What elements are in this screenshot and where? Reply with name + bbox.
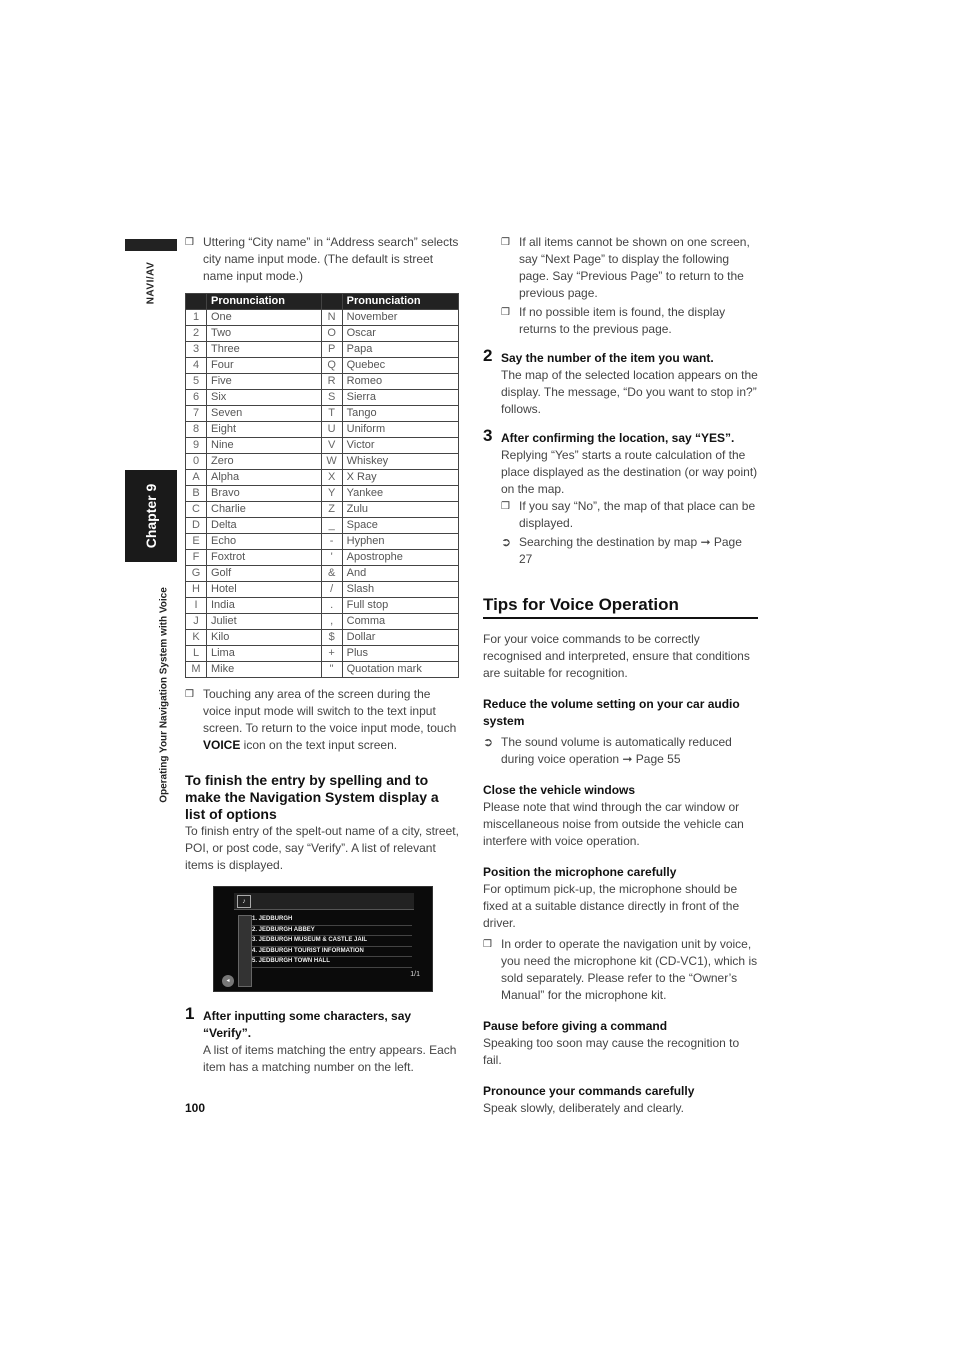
table-symbol-cell: I [186, 598, 207, 614]
voice-keyword: VOICE [203, 738, 241, 752]
table-word-cell: Hyphen [342, 534, 458, 550]
screen-back-icon: ◂ [222, 975, 234, 987]
table-symbol-cell: N [321, 310, 342, 326]
table-row [186, 582, 459, 598]
table-row [186, 326, 459, 342]
table-symbol-cell: O [321, 326, 342, 342]
table-word-cell: Four [207, 358, 322, 374]
table-symbol-cell: ' [321, 550, 342, 566]
table-row [186, 646, 459, 662]
arrow-icon: ➲ [501, 535, 512, 549]
table-word-cell: Whiskey [342, 454, 458, 470]
table-symbol-cell: / [321, 582, 342, 598]
table-row [186, 310, 459, 326]
screen-scrollbar [238, 915, 252, 987]
screen-list-item: 5. JEDBURGH TOWN HALL [252, 957, 412, 968]
step-3 [483, 426, 758, 568]
screen-list-item: 1. JEDBURGH [252, 915, 412, 926]
table-symbol-cell: 3 [186, 342, 207, 358]
table-word-cell: Dollar [342, 630, 458, 646]
table-word-cell: Six [207, 390, 322, 406]
note-say-no: ❒ If you say “No”, the map of that place can be displayed. [501, 499, 756, 530]
table-word-cell: Tango [342, 406, 458, 422]
table-word-cell: Quotation mark [342, 662, 458, 678]
table-word-cell: Three [207, 342, 322, 358]
step-2 [483, 346, 758, 418]
table-word-cell: Kilo [207, 630, 322, 646]
tip-title: Reduce the volume setting on your car audio system [483, 697, 740, 728]
chapter-label: Chapter 9 [143, 483, 159, 549]
note-box-icon: ❒ [483, 939, 492, 950]
table-symbol-cell: D [186, 518, 207, 534]
table-row [186, 422, 459, 438]
finish-entry-intro: To finish entry of the spelt-out name of a city, street, POI, or post code, say “Verify”. A list of relevant items is displayed. [185, 824, 459, 872]
table-row [186, 358, 459, 374]
tip-body: Speaking too soon may cause the recognition to fail. [483, 1036, 740, 1067]
tip-title: Pause before giving a command [483, 1019, 668, 1033]
table-symbol-cell: H [186, 582, 207, 598]
table-symbol-cell: A [186, 470, 207, 486]
table-word-cell: Nine [207, 438, 322, 454]
screen-header [234, 893, 414, 910]
table-row [186, 374, 459, 390]
table-symbol-cell: S [321, 390, 342, 406]
table-word-cell: Papa [342, 342, 458, 358]
table-symbol-cell: L [186, 646, 207, 662]
right-column [483, 234, 758, 1117]
table-symbol-cell: W [321, 454, 342, 470]
table-symbol-cell: $ [321, 630, 342, 646]
table-symbol-cell: 2 [186, 326, 207, 342]
table-word-cell: November [342, 310, 458, 326]
table-symbol-cell: 6 [186, 390, 207, 406]
table-symbol-cell: X [321, 470, 342, 486]
table-word-cell: Charlie [207, 502, 322, 518]
table-symbol-cell: 4 [186, 358, 207, 374]
table-symbol-cell: E [186, 534, 207, 550]
screen-list [252, 915, 412, 968]
note-box-icon: ❒ [185, 237, 194, 248]
table-word-cell: Two [207, 326, 322, 342]
table-row [186, 550, 459, 566]
voice-mode-icon: ♪ [237, 895, 251, 908]
step-body: Replying “Yes” starts a route calculation of the place displayed as the destination (or way point) on the map. [501, 448, 758, 496]
table-header: Pronunciation [342, 294, 458, 310]
tip-body: Speak slowly, deliberately and clearly. [483, 1101, 684, 1115]
table-symbol-cell: F [186, 550, 207, 566]
table-row [186, 406, 459, 422]
table-word-cell: Victor [342, 438, 458, 454]
table-word-cell: Sierra [342, 390, 458, 406]
table-symbol-cell: Q [321, 358, 342, 374]
note-no-item: ❒ If no possible item is found, the display returns to the previous page. [501, 305, 726, 336]
table-row [186, 342, 459, 358]
note-box-icon: ❒ [185, 689, 194, 700]
pronunciation-table [185, 293, 459, 678]
page-number: 100 [185, 1101, 206, 1115]
table-row [186, 662, 459, 678]
screen-list-item: 4. JEDBURGH TOURIST INFORMATION [252, 947, 412, 958]
screen-list-item: 3. JEDBURGH MUSEUM & CASTLE JAIL [252, 936, 412, 947]
table-symbol-cell: U [321, 422, 342, 438]
table-symbol-cell: . [321, 598, 342, 614]
table-word-cell: Apostrophe [342, 550, 458, 566]
table-word-cell: Echo [207, 534, 322, 550]
table-word-cell: Foxtrot [207, 550, 322, 566]
table-word-cell: And [342, 566, 458, 582]
table-symbol-cell: K [186, 630, 207, 646]
table-row [186, 486, 459, 502]
table-symbol-cell: 1 [186, 310, 207, 326]
table-symbol-cell: 9 [186, 438, 207, 454]
step-title: After inputting some characters, say “Verify”. [203, 1009, 412, 1040]
tip-body: For optimum pick-up, the microphone should be fixed at a suitable distance directly in front of the driver. [483, 882, 740, 930]
ref-search-by-map: ➲ Searching the destination by map ➞ Page 27 [501, 535, 742, 566]
step-number: 2 [483, 346, 493, 365]
section-intro: For your voice commands to be correctly recognised and interpreted, ensure that conditions are suitable for recognition. [483, 632, 750, 680]
table-symbol-cell: + [321, 646, 342, 662]
tip-title: Pronounce your commands carefully [483, 1084, 695, 1098]
table-body [186, 310, 459, 678]
table-symbol-cell: B [186, 486, 207, 502]
table-word-cell: Zulu [342, 502, 458, 518]
table-row [186, 470, 459, 486]
table-symbol-cell: 0 [186, 454, 207, 470]
table-word-cell: Full stop [342, 598, 458, 614]
tip-body: Please note that wind through the car window or miscellaneous noise from outside the vehicle can interfere with voice operation. [483, 800, 744, 848]
subheading-finish-entry: To finish the entry by spelling and to make the Navigation System display a list of options [185, 772, 439, 822]
left-column [185, 234, 460, 1076]
navigation-screenshot [213, 886, 433, 992]
table-header-row [186, 294, 459, 310]
tip-title: Close the vehicle windows [483, 783, 636, 797]
table-symbol-cell: Y [321, 486, 342, 502]
table-word-cell: Delta [207, 518, 322, 534]
table-word-cell: Mike [207, 662, 322, 678]
table-symbol-cell: P [321, 342, 342, 358]
table-word-cell: Hotel [207, 582, 322, 598]
table-word-cell: Uniform [342, 422, 458, 438]
table-header: Pronunciation [207, 294, 322, 310]
table-symbol-cell: & [321, 566, 342, 582]
table-row [186, 518, 459, 534]
table-word-cell: Comma [342, 614, 458, 630]
ref-volume: ➲ The sound volume is automatically reduced during voice operation ➞ Page 55 [483, 735, 732, 766]
table-symbol-cell: " [321, 662, 342, 678]
table-word-cell: Space [342, 518, 458, 534]
table-symbol-cell: Z [321, 502, 342, 518]
sidebar-bar [125, 239, 177, 251]
table-row [186, 598, 459, 614]
table-row [186, 454, 459, 470]
note-box-icon: ❒ [501, 501, 510, 512]
table-word-cell: Alpha [207, 470, 322, 486]
table-row [186, 390, 459, 406]
note-microphone-kit: ❒ In order to operate the navigation unit by voice, you need the microphone kit (CD-VC1), which is sold separately. Please refer to the “Owner’s Manual” for the microphone kit. [483, 937, 758, 1002]
table-row [186, 614, 459, 630]
table-symbol-cell: _ [321, 518, 342, 534]
sidebar-section-label: Operating Your Navigation System with Voice [158, 587, 170, 803]
table-word-cell: Eight [207, 422, 322, 438]
screen-page-indicator: 1/1 [410, 971, 420, 978]
table-word-cell: Juliet [207, 614, 322, 630]
table-word-cell: Yankee [342, 486, 458, 502]
table-word-cell: Bravo [207, 486, 322, 502]
arrow-icon: ➲ [483, 735, 494, 749]
table-symbol-cell: J [186, 614, 207, 630]
table-word-cell: One [207, 310, 322, 326]
table-row [186, 630, 459, 646]
table-symbol-cell: R [321, 374, 342, 390]
note-box-icon: ❒ [501, 237, 510, 248]
table-row [186, 502, 459, 518]
table-word-cell: Five [207, 374, 322, 390]
chapter-tab [125, 470, 177, 562]
table-word-cell: Slash [342, 582, 458, 598]
step-title: Say the number of the item you want. [501, 351, 714, 365]
table-word-cell: Romeo [342, 374, 458, 390]
note-box-icon: ❒ [501, 307, 510, 318]
table-symbol-cell: M [186, 662, 207, 678]
step-body: The map of the selected location appears on the display. The message, “Do you want to stop in?” follows. [501, 368, 758, 416]
table-symbol-cell: V [321, 438, 342, 454]
table-row [186, 438, 459, 454]
table-symbol-cell: T [321, 406, 342, 422]
step-1 [185, 1004, 460, 1076]
table-word-cell: Zero [207, 454, 322, 470]
note-city-name: ❒ Uttering “City name” in “Address search” selects city name input mode. (The default is street name input mode.) [185, 235, 459, 283]
table-symbol-cell: - [321, 534, 342, 550]
step-number: 3 [483, 426, 493, 445]
table-word-cell: Golf [207, 566, 322, 582]
table-word-cell: India [207, 598, 322, 614]
table-word-cell: Oscar [342, 326, 458, 342]
note-next-page: ❒ If all items cannot be shown on one screen, say “Next Page” to display the following page. Say “Previous Page” to return to the previous page. [501, 235, 750, 300]
table-word-cell: Quebec [342, 358, 458, 374]
table-word-cell: Plus [342, 646, 458, 662]
sidebar-navi-label: NAVI/AV [145, 261, 157, 305]
section-title: Tips for Voice Operation [483, 596, 758, 619]
table-symbol-cell: 5 [186, 374, 207, 390]
step-number: 1 [185, 1004, 195, 1023]
tip-title: Position the microphone carefully [483, 865, 677, 879]
screen-list-item: 2. JEDBURGH ABBEY [252, 926, 412, 937]
table-word-cell: X Ray [342, 470, 458, 486]
table-symbol-cell: G [186, 566, 207, 582]
table-word-cell: Lima [207, 646, 322, 662]
table-symbol-cell: 7 [186, 406, 207, 422]
step-body: A list of items matching the entry appears. Each item has a matching number on the left. [203, 1043, 457, 1074]
table-word-cell: Seven [207, 406, 322, 422]
table-symbol-cell: 8 [186, 422, 207, 438]
step-title: After confirming the location, say “YES”. [501, 431, 735, 445]
note-touch-screen: ❒ Touching any area of the screen during the voice input mode will switch to the text input screen. To return to the voice input mode, touch VOICE icon on the text input screen. [185, 687, 457, 752]
table-row [186, 534, 459, 550]
table-symbol-cell: , [321, 614, 342, 630]
table-row [186, 566, 459, 582]
table-symbol-cell: C [186, 502, 207, 518]
